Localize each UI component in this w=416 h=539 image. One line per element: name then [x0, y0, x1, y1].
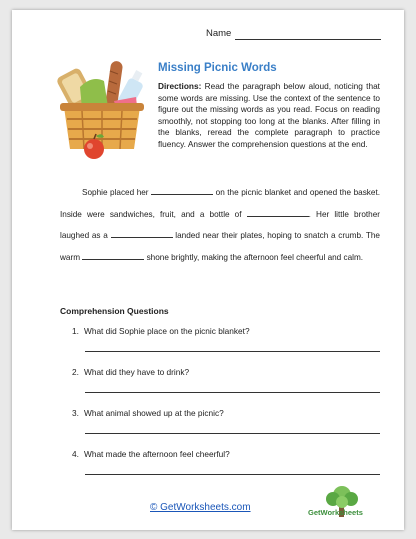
- answer-line-1[interactable]: [85, 351, 380, 352]
- name-line: [235, 39, 381, 40]
- reading-passage: [60, 182, 380, 269]
- blank-2[interactable]: [247, 208, 309, 217]
- tree-logo-icon: [312, 483, 372, 523]
- passage-text-4: landed near their plates, hoping to snatch a crumb. The warm: [60, 231, 380, 263]
- name-label: Name: [206, 28, 232, 39]
- getworksheets-link[interactable]: © GetWorksheets.com: [150, 502, 251, 513]
- question-1: 1. What did Sophie place on the picnic blanket?: [72, 326, 250, 336]
- worksheet-page: [12, 10, 404, 530]
- passage-text-5: shone brightly, making the afternoon feel cheerful and calm.: [146, 253, 364, 263]
- question-2: 2. What did they have to drink?: [72, 367, 190, 377]
- logo-text: GetWorksheets: [308, 508, 363, 517]
- question-3: 3. What animal showed up at the picnic?: [72, 408, 224, 418]
- answer-line-4[interactable]: [85, 474, 380, 475]
- picnic-basket-illustration: [52, 57, 150, 165]
- answer-line-2[interactable]: [85, 392, 380, 393]
- question-4: 4. What made the afternoon feel cheerful?: [72, 449, 230, 459]
- comprehension-heading: Comprehension Questions: [60, 306, 169, 316]
- blank-3[interactable]: [111, 229, 173, 238]
- passage-text-1: Sophie placed her: [82, 188, 149, 197]
- answer-line-3[interactable]: [85, 433, 380, 434]
- directions-text: [158, 81, 380, 151]
- directions-body: Read the paragraph below aloud, noticing that some words are missing. Use the context of the sentence to figure out the missing words as you read. Focus on reading smoothly, not stopping too long at the blanks. After filling in the blanks, reread the complete paragraph to practice fluency. Answer the comprehension questions at the end.: [158, 81, 380, 149]
- blank-4[interactable]: [82, 251, 144, 260]
- blank-1[interactable]: [151, 186, 213, 195]
- passage-text-3: . Her little brother laughed as a: [60, 209, 380, 241]
- worksheet-title: Missing Picnic Words: [158, 62, 277, 74]
- directions-label: Directions:: [158, 81, 202, 91]
- passage-text-2: on the picnic blanket and opened the basket. Inside were sandwiches, fruit, and a bottle of: [60, 188, 380, 219]
